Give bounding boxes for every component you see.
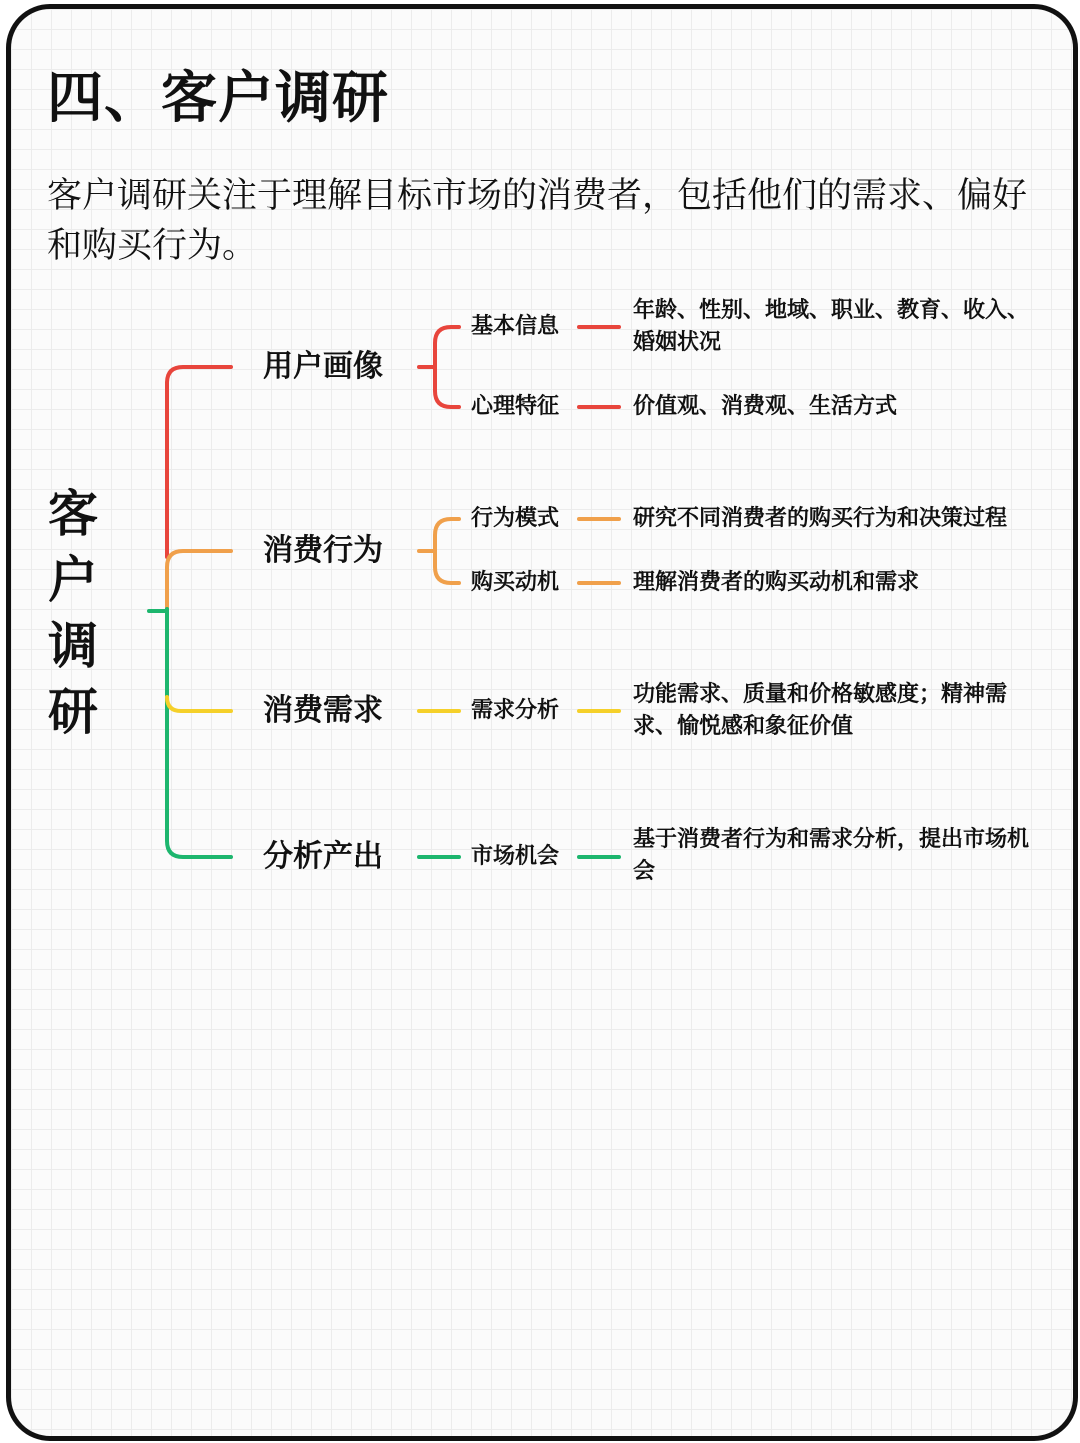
branch-label-consumer-behavior: 消费行为 <box>263 533 383 568</box>
detail-basic-info: 年龄、性别、地域、职业、教育、收入、婚姻状况 <box>633 298 1030 355</box>
connector-trunk-orange <box>167 551 231 609</box>
bracket-red <box>435 327 459 407</box>
connector-trunk-green <box>167 609 231 857</box>
node-market-opportunity: 市场机会 <box>471 844 560 869</box>
content-card <box>6 4 1078 1441</box>
branch-label-consumer-needs: 消费需求 <box>263 693 383 728</box>
bracket-orange <box>435 519 459 583</box>
intro-text: 客户调研关注于理解目标市场的消费者，包括他们的需求、偏好和购买行为。 <box>47 176 1028 266</box>
detail-behavior-pattern: 研究不同消费者的购买行为和决策过程 <box>633 506 1008 531</box>
branch-label-analysis-output: 分析产出 <box>263 839 383 874</box>
connector-trunk-yellow <box>167 697 231 711</box>
node-basic-info: 基本信息 <box>471 314 560 339</box>
node-psychological-traits: 心理特征 <box>471 394 560 419</box>
node-needs-analysis: 需求分析 <box>471 698 560 723</box>
root-char: 客 <box>48 485 98 543</box>
node-purchase-motivation: 购买动机 <box>471 570 560 595</box>
detail-psychological-traits: 价值观、消费观、生活方式 <box>633 394 898 419</box>
node-behavior-pattern: 行为模式 <box>471 506 560 531</box>
detail-market-opportunity: 基于消费者行为和需求分析，提出市场机会 <box>633 827 1030 884</box>
detail-purchase-motivation: 理解消费者的购买动机和需求 <box>633 570 920 595</box>
root-char: 调 <box>48 617 98 675</box>
page-title: 四、客户调研 <box>47 66 389 131</box>
detail-needs-analysis: 功能需求、质量和价格敏感度；精神需求、愉悦感和象征价值 <box>633 682 1008 739</box>
root-char: 户 <box>48 551 98 609</box>
branch-label-user-profile: 用户画像 <box>263 349 383 384</box>
connector-trunk-red <box>167 367 231 557</box>
root-char: 研 <box>48 683 98 741</box>
